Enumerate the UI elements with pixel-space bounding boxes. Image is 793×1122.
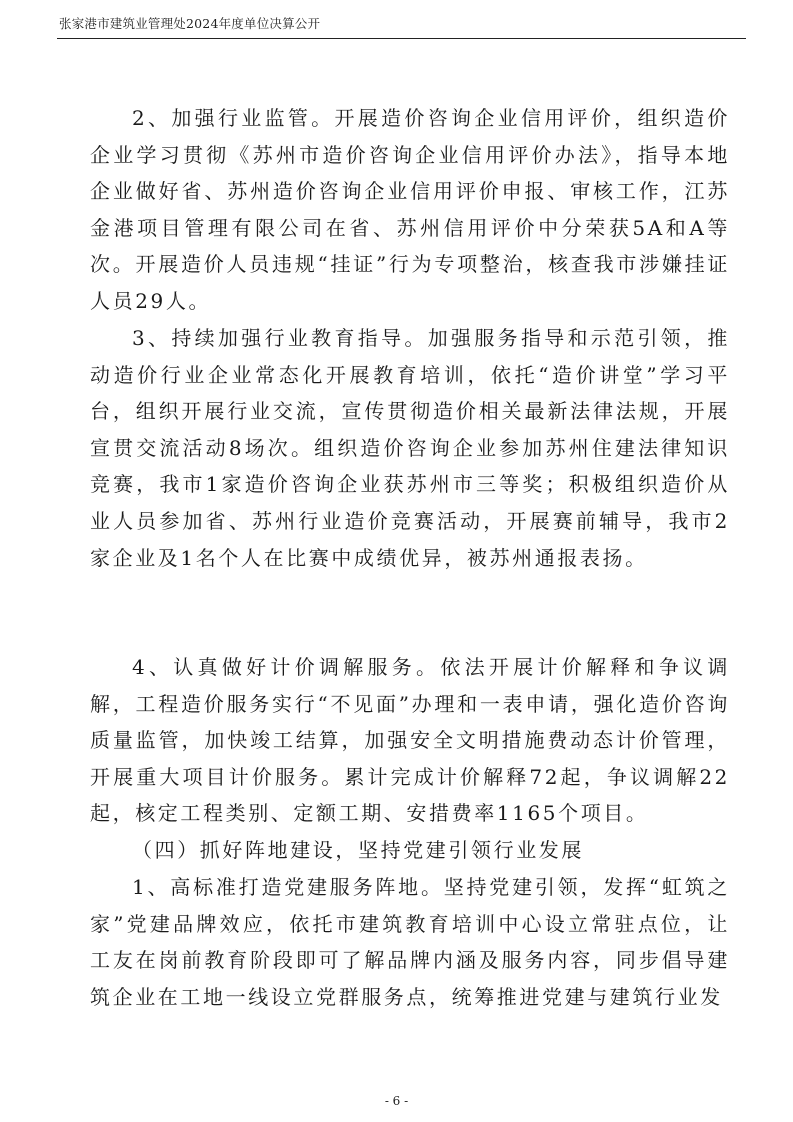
- header-title: 张家港市建筑业管理处2024年度单位决算公开: [59, 16, 321, 31]
- paragraph-industry-supervision: 2、加强行业监管。开展造价咨询企业信用评价，组织造价企业学习贯彻《苏州市造价咨询企业信用评价办法》，指导本地企业做好省、苏州造价咨询企业信用评价申报、审核工作，江苏金港项目管理有限公司在省、苏州信用评价中分荣获5A和A等次。开展造价人员违规“挂证”行为专项整治，核查我市涉嫌挂证人员29人。: [90, 106, 730, 313]
- paragraph-industry-education: 3、持续加强行业教育指导。加强服务指导和示范引领，推动造价行业企业常态化开展教育培训，依托“造价讲堂”学习平台，组织开展行业交流，宣传贯彻造价相关最新法律法规，开展宣贯交流活动8场次。组织造价咨询企业参加苏州住建法律知识竞赛，我市1家造价咨询企业获苏州市三等奖；积极组织造价从业人员参加省、苏州行业造价竞赛活动，开展赛前辅导，我市2家企业及1名个人在比赛中成绩优异，被苏州通报表扬。: [90, 326, 730, 570]
- section-heading-party-building: （四）抓好阵地建设，坚持党建引领行业发展: [132, 838, 584, 862]
- page-number: - 6 -: [384, 1094, 409, 1108]
- paragraph-pricing-mediation: 4、认真做好计价调解服务。依法开展计价解释和争议调解，工程造价服务实行“不见面”办理和一表申请，强化造价咨询质量监管，加快竣工结算，加强安全文明措施费动态计价管理，开展重大项目计价服务。累计完成计价解释72起，争议调解22起，核定工程类别、定额工期、安措费率1165个项目。: [90, 655, 730, 826]
- paragraph-party-service-base: 1、高标准打造党建服务阵地。坚持党建引领，发挥“虹筑之家”党建品牌效应，依托市建筑教育培训中心设立常驻点位，让工友在岗前教育阶段即可了解品牌内涵及服务内容，同步倡导建筑企业在工地一线设立党群服务点，统筹推进党建与建筑行业发: [90, 875, 730, 1009]
- page-header: [57, 14, 746, 39]
